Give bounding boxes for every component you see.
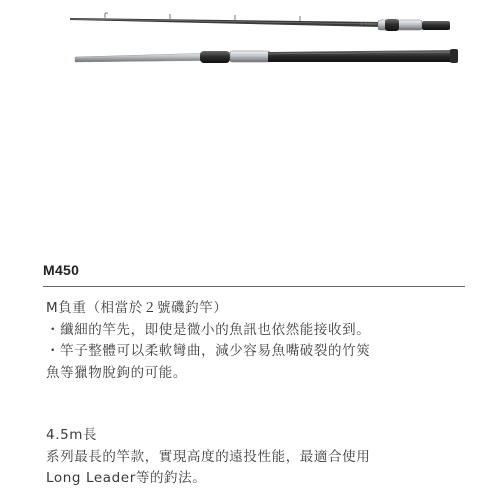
description-line: 魚等獵物脫鉤的可能。 <box>46 364 187 381</box>
divider <box>43 286 465 287</box>
rod-upper-section <box>70 13 450 31</box>
length-description-block <box>46 425 370 490</box>
fishing-rod-image <box>60 10 460 75</box>
rod-lower-section <box>75 49 458 63</box>
length-line: 4.5m長 <box>46 427 98 443</box>
length-line: Long Leader等的釣法。 <box>46 470 207 486</box>
description-line: ・竿子整體可以柔軟彎曲，減少容易魚嘴破裂的竹筴 <box>46 343 371 359</box>
description-line: M負重（相當於２號磯釣竿） <box>46 300 228 316</box>
length-line: 系列最長的竿款，實現高度的遠投性能，最適合使用 <box>46 448 371 465</box>
description-line: ・纖細的竿先，即使是微小的魚訊也依然能接收到。 <box>46 321 371 338</box>
description-block <box>46 298 370 384</box>
svg-text:SHIMANO: SHIMANO <box>360 22 377 26</box>
model-title: M450 <box>43 262 80 278</box>
